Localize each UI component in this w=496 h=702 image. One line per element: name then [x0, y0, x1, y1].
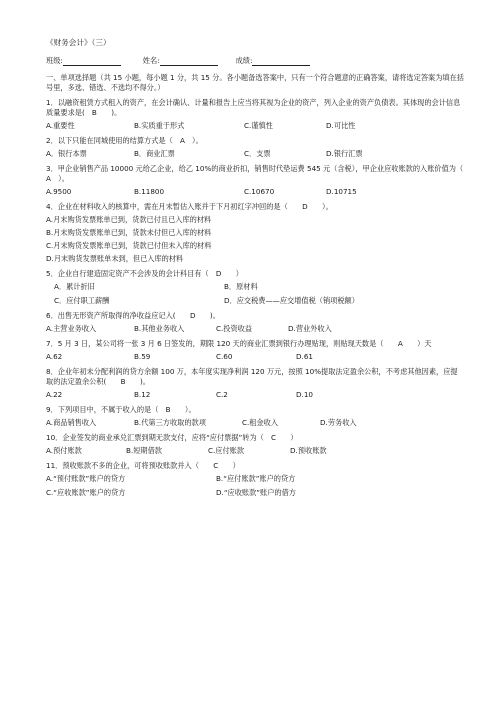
option-d: D.“应收账款”账户的借方 — [216, 488, 296, 497]
option-c: C.应付账款 — [208, 446, 245, 455]
option-b: B.代第三方收取的款项 — [134, 418, 206, 427]
option-d: D.10 — [296, 390, 313, 399]
question-1: 1．以融资租赁方式租入的资产，在会计确认、计量和报告上应当将其视为企业的资产，列入企业的资产负债表。其体现的会计信息质量要求是( B )。 — [46, 98, 461, 117]
option-a: A.22 — [46, 390, 63, 399]
option-d: D.预收账款 — [290, 446, 327, 455]
question-6-options — [46, 324, 464, 334]
option-b: B.12 — [134, 390, 151, 399]
option-b: B.11800 — [134, 187, 165, 196]
option-c: C.10670 — [244, 187, 275, 196]
student-info-row — [46, 56, 464, 66]
document-page — [46, 38, 471, 501]
option-c: C.租金收入 — [242, 418, 279, 427]
question-10: 10．企业签发的商业承兑汇票到期无款支付，应将“应付票据”转为（ C ） — [46, 433, 298, 442]
question-7: 7．5 月 3 日，某公司将一张 3 月 6 日签发的，期限 120 天的商业汇票到银行办理贴现，则贴现天数是（ A ）天 — [46, 339, 432, 348]
question-10-options — [46, 446, 464, 456]
option-d: D.61 — [296, 352, 313, 361]
option-a: A.“预付账款”账户的贷方 — [46, 474, 126, 483]
question-5-options — [46, 282, 464, 306]
option-a: A.主营业务收入 — [46, 324, 97, 333]
option-d: D.营业外收入 — [288, 324, 332, 333]
question-1-options — [46, 121, 464, 131]
class-blank[interactable] — [63, 56, 121, 66]
option-c: C.2 — [216, 390, 228, 399]
option-b: B．原材料 — [224, 282, 258, 291]
option-a: A．银行本票 — [46, 149, 87, 158]
option-d: D.10715 — [326, 187, 357, 196]
question-4-option-b: B.月末购货发票账单已到，货款未付但已入库的材料 — [46, 228, 212, 237]
question-4: 4．企业在材料收入的核算中，需在月末暂估入账并于下月初红字冲回的是（ D ）。 — [46, 202, 333, 211]
option-c: C.60 — [216, 352, 233, 361]
question-9-options — [46, 418, 464, 428]
document-title: 《财务会计》（三） — [46, 38, 111, 47]
question-3-options — [46, 187, 464, 197]
question-4-option-d: D.月末购货发票账单未到，但已入库的材料 — [46, 254, 184, 263]
question-2: 2．以下只能在同城使用的结算方式是（ A ）。 — [46, 136, 203, 145]
option-a: A.9500 — [46, 187, 72, 196]
score-label: 成绩: — [235, 56, 253, 65]
option-d: D.劳务收入 — [320, 418, 357, 427]
question-2-options — [46, 149, 464, 159]
section-instructions: 一、单项选择题（共 15 小题，每小题 1 分，共 15 分。各小题备选答案中，只有一个符合题意的正确答案，请将选定答案为填在括号里，多选、错选、不选均不得分。） — [46, 73, 464, 92]
option-a: A．累计折旧 — [54, 282, 95, 291]
question-8-options — [46, 390, 464, 400]
option-d: D．应交税费——应交增值税（销项税额） — [224, 296, 359, 305]
option-c: C．应付职工薪酬 — [54, 296, 110, 305]
option-b: B.实质重于形式 — [134, 121, 185, 130]
question-11-options — [46, 474, 464, 498]
option-a: A.商品销售收入 — [46, 418, 97, 427]
option-c: C．支票 — [244, 149, 271, 158]
question-9: 9．下列项目中，不属于收入的是（ B ）。 — [46, 405, 196, 414]
option-d: D.银行汇票 — [326, 149, 363, 158]
option-a: A.62 — [46, 352, 63, 361]
option-c: C.投资收益 — [216, 324, 253, 333]
option-c: C.谨慎性 — [244, 121, 273, 130]
question-8: 8．企业年初未分配利润的贷方余额 100 万，本年度实现净利润 120 万元，按照 10%提取法定盈余公积，不考虑其他因素，应提取的法定盈余公积( B )。 — [46, 367, 458, 386]
question-4-option-a: A.月末购货发票账单已到，货款已付且已入库的材料 — [46, 215, 212, 224]
question-6: 6．出售无形资产所取得的净收益应记入( D )。 — [46, 311, 220, 320]
option-a: A.重要性 — [46, 121, 75, 130]
option-b: B.59 — [134, 352, 151, 361]
name-label: 姓名: — [142, 56, 160, 65]
question-3: 3．甲企业销售产品 10000 元给乙企业，给乙 10%的商业折扣，销售时代垫运费 545 元（含税），甲企业应收账款的入账价值为（ A ）。 — [46, 164, 471, 183]
question-4-option-c: C.月末购货发票账单已到，货款已付但未入库的材料 — [46, 241, 212, 250]
class-label: 班级: — [46, 56, 63, 65]
option-d: D.可比性 — [326, 121, 356, 130]
question-11: 11．预收账款不多的企业，可将预收账款并入（ C ） — [46, 461, 240, 470]
option-c: C.“应收账款”账户的贷方 — [46, 488, 126, 497]
question-5: 5．企业自行建造固定资产不会涉及的会计科目有（ D ） — [46, 269, 243, 278]
score-blank[interactable] — [252, 56, 310, 66]
option-b: B.其他业务收入 — [134, 324, 185, 333]
question-7-options — [46, 352, 464, 362]
option-a: A.预付账款 — [46, 446, 82, 455]
option-b: B．商业汇票 — [134, 149, 175, 158]
option-b: B.“应付账款”账户的贷方 — [216, 474, 296, 483]
option-b: B.短期借款 — [126, 446, 162, 455]
name-blank[interactable] — [160, 56, 218, 66]
